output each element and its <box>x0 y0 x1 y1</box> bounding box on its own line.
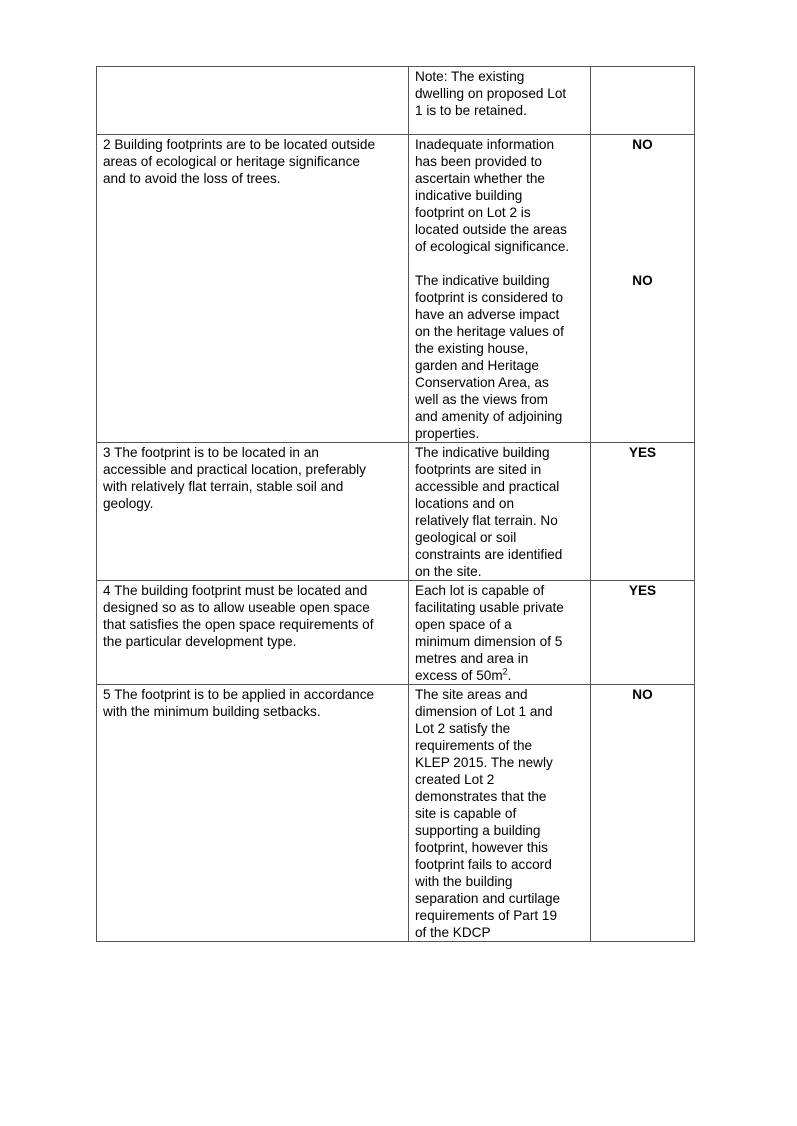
comment-text: Inadequate information has been provided to ascertain whether the indicative building footprint on Lot 2 is located outside the areas of ecological significance. <box>415 137 570 254</box>
comment-cell <box>409 443 591 581</box>
result-cell <box>591 685 695 942</box>
result-cell <box>591 135 695 443</box>
comment-text: Each lot is capable of facilitating usable private open space of a minimum dimension of 5 metres and area in excess of $50m^2$. <box>415 583 564 683</box>
result-cell <box>591 581 695 685</box>
table-row <box>97 67 695 135</box>
requirement-text: 4 The building footprint must be located and designed so as to allow useable open space that satisfies the open space requirements of the particular development type. <box>103 583 374 649</box>
result-value: YES <box>628 583 657 598</box>
result-value: NO <box>632 687 653 702</box>
table-row <box>97 135 695 443</box>
requirement-cell <box>97 135 409 443</box>
requirement-cell <box>97 443 409 581</box>
result-value: YES <box>628 445 657 460</box>
result-cell <box>591 443 695 581</box>
comment-text: The indicative building footprint is considered to have an adverse impact on the heritage values of the existing house, garden and Heritage Conservation Area, as well as the views from and amenity of adjoining properties. <box>415 273 564 441</box>
table-row <box>97 443 695 581</box>
table-row <box>97 685 695 942</box>
requirement-cell <box>97 67 409 135</box>
table-row <box>97 581 695 685</box>
requirement-cell <box>97 581 409 685</box>
comment-text: Note: The existing dwelling on proposed Lot 1 is to be retained. <box>415 69 567 118</box>
requirement-text: 3 The footprint is to be located in an accessible and practical location, preferably with relatively flat terrain, stable soil and geology. <box>103 445 366 511</box>
comment-cell <box>409 581 591 685</box>
superscript: 2 <box>502 666 508 677</box>
result-cell <box>591 67 695 135</box>
result-value: NO <box>632 137 653 152</box>
result-value: NO <box>632 273 653 288</box>
comment-cell <box>409 135 591 443</box>
requirement-cell <box>97 685 409 942</box>
comment-cell <box>409 685 591 942</box>
requirement-text: 5 The footprint is to be applied in accordance with the minimum building setbacks. <box>103 687 375 719</box>
comment-text: The indicative building footprints are sited in accessible and practical locations and on relatively flat terrain. No geological or soil constraints are identified on the site. <box>415 445 563 579</box>
requirement-text: 2 Building footprints are to be located outside areas of ecological or heritage significance and to avoid the loss of trees. <box>103 137 376 186</box>
comment-cell <box>409 67 591 135</box>
compliance-table <box>96 66 695 942</box>
comment-text: The site areas and dimension of Lot 1 and Lot 2 satisfy the requirements of the KLEP 2015. The newly created Lot 2 demonstrates that the site is capable of supporting a building footprint, however this footprint fails to accord with the building separation and curtilage requirements of Part 19 of the KDCP <box>415 687 561 940</box>
